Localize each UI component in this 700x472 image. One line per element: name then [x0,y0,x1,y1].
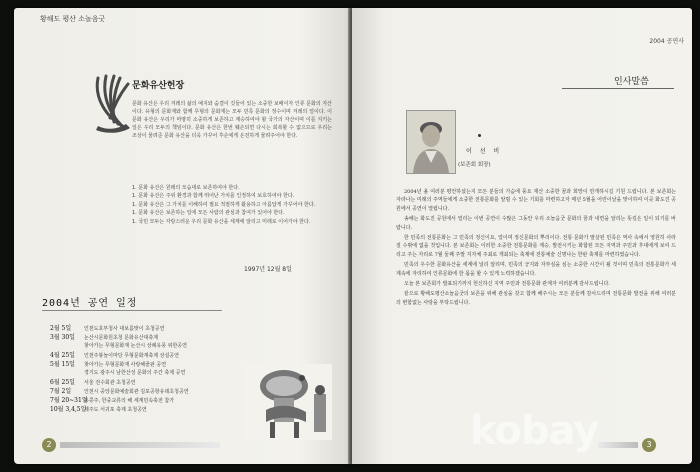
divider [562,88,674,89]
person-role: (보존회 회장) [458,162,491,168]
page-number-right: 3 [642,438,656,452]
list-item: 1. 문화 유산은 원래의 모습대로 보존하여야 한다. [132,185,240,191]
name-bullet [478,134,481,137]
charter-principles-list [132,184,332,226]
schedule-date: 4월 25일 [50,352,75,359]
greeting-title: 인사말씀 [614,77,649,87]
schedule-event: 찾아가는 무형문화재 사랑해줄판 공연 [84,362,167,368]
letter-paragraph: 오늘 본 보존회가 발표되기까지 헌신하신 지역 주민과 전통문화 관계자 여러분께 감사드립니다. [404,281,610,288]
list-item: 1. 문화 유산은 그 가치를 이해하여 필요 적절하게 활용하고 아름답게 가꾸어야 한다. [132,201,316,208]
watermark: kobay [470,408,599,454]
right-page [352,8,692,464]
footer-band-left [60,442,220,448]
letter-paragraph: 끝으로 황해도평산소놀음굿의 보존을 위해 관심을 갖고 함께 해주시는 모든 분들께 감사드리며 전통문화 발전을 위해 여러분의 변함없는 사랑을 부탁드립니다. [396,291,676,306]
schedule-event: 논산시문화원초청 문화유산대축제 [84,335,159,341]
right-page-header: 2004 공연사 [649,38,684,45]
performer-photo [244,364,332,440]
schedule-date: 6월 25일 [50,379,75,386]
list-item: 1. 문화 유산은 주위 환경과 함께 뛰어난 가치를 인정하여 보호하여야 한다. [132,193,295,200]
page-number-left: 2 [42,438,56,452]
schedule-date: 7월 20~31일 [50,397,88,404]
schedule-event: 인천도호부청사 대보름맞이 초청공연 [84,326,165,332]
letter-paragraph: 2004년 올 여러분 평안하셨는지 모든 분들의 가슴에 풍요 재산 소중한 꿈과 희망이 만개하시길 기원 드립니다. 본 보존회는 자라나는 미래의 주역들에게 소중한 전통문화를 알릴 수 있는 기회를 마련하고자 매년 5월을 어린이날을 맞이하여 이곳 화도진 공원에서 공연이 열립니다. [396,189,676,212]
schedule-event: 제주도 서귀포 축제 초청공연 [84,407,147,413]
footer-band-right [598,442,638,448]
letter-paragraph: 한 민족의 전통문화는 그 민족의 정신이요, 얼이며 정신문화의 뿌리이다. 전통 문화가 말살된 민족은 역사 속에서 영원히 사라질 수밖에 없을 것입니다. 본 보존회는 이러한 소중한 전통문화를 계승, 발전시키는 화합된 모든 지역과 주민과 후대에게 보여 드리고 주는 자리로 7월 둘째 주말 지자체 주최로 개최되는 축제에 전통예술 신명나는 한판 축제를 마련하였습니다. [396,235,676,258]
list-item: 1. 국민 모두는 자랑스러운 우리 문화 유산을 세계에 알리고 미래로 이어가야 한다. [132,218,311,225]
letter-paragraph: 민족의 우수한 문화유산을 세계에 널리 알리며, 민족의 긍지와 자부심을 심는 소중한 시간이 될 것이며 민족의 전통문화가 세계속에 자리하여 인류문화에 한 몫을 할 수 있게 노력하겠습니다. [396,262,676,277]
schedule-event: 인천시 중앙문화예술회관 김포공항유데초청공연 [84,389,189,395]
list-item: 1. 문화 유산은 보존하는 일에 모든 사람의 관심과 참여가 있어야 한다. [132,210,285,217]
schedule-date: 10월 3,4,5일 [50,406,87,413]
schedule-date: 5월 15일 [50,361,75,368]
schedule-event: 찾아가는 무형문화재 논산시 상례유풍 위한공연 [84,343,187,349]
schedule-row [50,333,280,342]
schedule-row [50,342,280,351]
left-page-header: 황해도 평산 소놀음굿 [40,15,106,23]
schedule-event: 경기도 광주시 남한산성 문화의 주간 축제 공연 [84,370,186,376]
heritage-charter-title: 문화유산헌장 [132,81,185,91]
heritage-charter-intro: 문화 유산은 우리 겨레의 삶의 예지와 숨결이 깃들어 있는 소중한 보배이자 인류 문화의 자산이다. 유형의 문화재와 함께 무형의 문화재는 모두 민족 문화의 정수이며 겨레의 얼이다. 이 문화 유산은 우리가 마땅히 소중하게 보존하고 계승하여야 할 국가의 자산이며 이를 지키는 일은 우리 모두의 책임이다. 문화 유산은 한번 훼손되면 다시는 회복할 수 없으므로 우리는 조상이 물려준 문화 유산을 더욱 가꾸어 후손에게 온전하게 물려주어야 한다. [132,101,332,140]
divider [42,310,222,311]
schedule-date: 3월 30일 [50,334,75,341]
greeting-letter [396,188,676,309]
person-name: 이 선 비 [466,148,503,155]
left-page [14,8,350,464]
schedule-date: 7월 2일 [50,388,72,395]
schedule-event: 서울 전수회관 초청공연 [84,380,136,386]
charter-date: 1997년 12월 8일 [244,266,292,273]
portrait-photo [406,110,456,174]
cultural-heritage-emblem [86,48,134,136]
schedule-row [50,324,280,333]
booklet [14,8,694,468]
schedule-title: 2004년 공연 일정 [42,298,138,309]
letter-paragraph: 송해는 화도진 공원에서 열리는 이번 공연이 수많은 그동안 우리 소놀음굿 문화의 꿈과 내면을 알리는 뜻깊은 일이 되기를 바랍니다. [396,216,676,231]
schedule-row [50,351,280,360]
schedule-event: 홍콩주, 한중교류의 해 세계민속축전 참가 [84,398,175,404]
schedule-date: 2월 5일 [50,325,72,332]
schedule-event: 인천주봉놀이마당 무형문화재축제 상설공연 [84,353,179,359]
